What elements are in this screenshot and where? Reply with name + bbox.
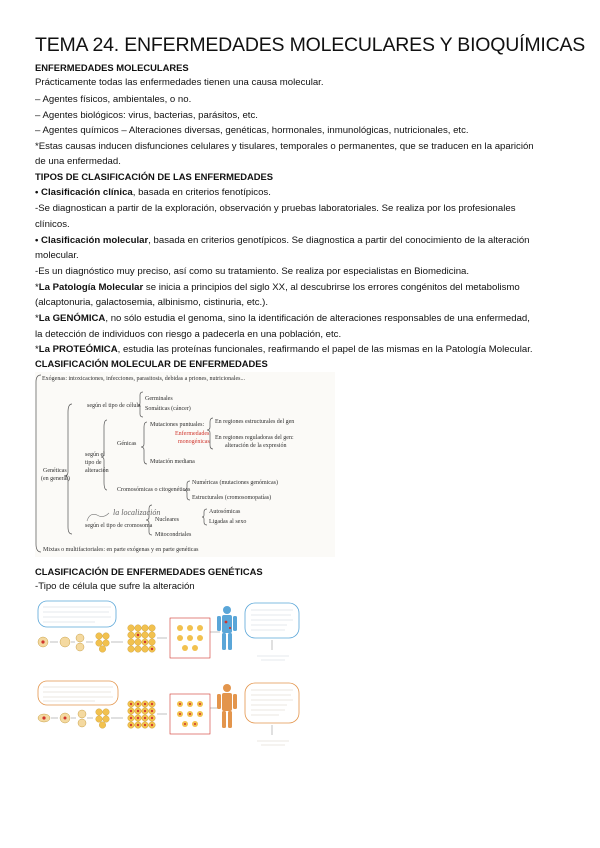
diagram-mixtas: Mixtas o multifactoriales: en parte exógenas y en parte genéticas — [43, 547, 199, 553]
molecular-desc: -Es un diagnóstico muy preciso, así como su tratamiento. Se realiza por especialistas en Biomedicina. — [35, 266, 470, 277]
diagram-germinales: Germinales — [145, 396, 173, 402]
human-figure-icon — [217, 606, 237, 650]
diagram-autosomicas: Autosómicas — [209, 509, 241, 515]
diagram-alteracion-expresion: alteración de la expresión — [225, 443, 287, 449]
agent-item: – Agentes químicos – Alteraciones diversas, genéticas, hormonales, inmunológicas, nutricionales, etc. — [35, 125, 469, 136]
tipo-celula-text: -Tipo de célula que sufre la alteración — [35, 581, 195, 592]
note-text: de una enfermedad. — [35, 156, 121, 167]
diagram-regiones-reguladoras: En regiones reguladoras del gen: — [215, 435, 294, 441]
diagram-tipo-celula: según el tipo de célula — [87, 403, 141, 409]
clinica-line — [35, 186, 271, 200]
patologia-star: * — [35, 282, 39, 293]
diagram-numericas: Numéricas (mutaciones genómicas) — [192, 480, 278, 486]
agent-item: – Agentes biológicos: virus, bacterias, parásitos, etc. — [35, 110, 258, 121]
diagram-tipo-alteracion: según el — [85, 452, 105, 458]
page-title: TEMA 24. ENFERMEDADES MOLECULARES Y BIOQUÍMICAS — [35, 34, 586, 56]
diagram-monogenicas: monogénicas — [178, 439, 210, 445]
patologia-line — [35, 281, 520, 295]
section-heading-enfermedades-geneticas: CLASIFICACIÓN DE ENFERMEDADES GENÉTICAS — [35, 566, 263, 577]
genomica-text: , no sólo estudia el genoma, sino la identificación de alteraciones responsables de una enfermedad, — [105, 313, 530, 324]
intro-text: Prácticamente todas las enfermedades tienen una causa molecular. — [35, 77, 324, 88]
somatic-row — [38, 601, 299, 660]
diagram-geneticas: Genéticas — [43, 468, 67, 474]
molecular-line — [35, 234, 530, 248]
info-bubble — [38, 601, 116, 627]
clinica-text: , basada en criterios fenotípicos. — [132, 187, 271, 198]
diagram-tipo-alteracion: tipo de — [85, 460, 102, 466]
diagram-mutacion-mediana: Mutación mediana — [150, 459, 195, 465]
patologia-text: se inicia a principios del siglo XX, al descubrirse los errores congénitos del metabolismo — [143, 282, 520, 293]
note-text: *Estas causas inducen disfunciones celulares y tisulares, temporales o permanentes, que se traducen en la aparición — [35, 141, 534, 152]
diagram-mitocondriales: Mitocondriales — [155, 532, 192, 538]
diagram-handwritten-note: la localización — [113, 508, 161, 517]
info-bubble — [245, 683, 299, 723]
diagram-enfermedades: Enfermedades — [175, 431, 210, 437]
section-heading-tipos-clasificacion: TIPOS DE CLASIFICACIÓN DE LAS ENFERMEDADES — [35, 171, 274, 182]
info-bubble — [38, 681, 118, 705]
patologia-text-cont: (alcaptonuria, galactosemia, albinismo, cistinuria, etc.). — [35, 297, 269, 308]
agent-item: – Agentes físicos, ambientales, o no. — [35, 94, 192, 105]
molecular-text: , basada en criterios genotípicos. Se diagnostica a partir del conocimiento de la alteración — [148, 235, 530, 246]
diagram-tipo-cromosoma: según el tipo de cromosoma — [85, 523, 153, 529]
proteomica-label: La PROTEÓMICA — [38, 344, 118, 355]
diagram-geneticas-general: (en general) — [41, 476, 70, 482]
proteomica-line — [35, 343, 533, 357]
genomica-line — [35, 312, 530, 326]
proteomica-text: , estudia las proteínas funcionales, reafirmando el papel de las mismas en la Patología Molecular. — [117, 344, 533, 355]
section-heading-clasificacion-molecular: CLASIFICACIÓN MOLECULAR DE ENFERMEDADES — [35, 358, 268, 369]
molecular-text-cont: molecular. — [35, 250, 79, 261]
diagram-nucleares: Nucleares — [155, 517, 179, 523]
info-bubble — [245, 603, 299, 638]
diagram-exogenas: Exógenas: intoxicaciones, infecciones, parasitosis, debidas a priones, nutricionales... — [42, 376, 245, 382]
genomica-label: La GENÓMICA — [38, 313, 106, 324]
clinica-desc: -Se diagnostican a partir de la exploración, observación y pruebas laboratoriales. Se realiza por los profesionales — [35, 203, 516, 214]
genomica-star: * — [35, 313, 39, 324]
diagram-cromosomicas: Cromosómicas o citogenéticas — [117, 487, 191, 493]
cell-alteration-illustration — [35, 598, 310, 758]
diagram-regiones-estructurales: En regiones estructurales del gen — [215, 419, 295, 425]
diagram-estructurales-crom: Estructurales (cromosomopatías) — [192, 495, 272, 501]
diagram-somaticas: Somáticas (cáncer) — [145, 406, 191, 412]
human-figure-icon — [217, 684, 237, 728]
germinal-row — [38, 681, 299, 745]
diagram-ligadas-sexo: Ligadas al sexo — [209, 519, 247, 525]
classification-diagram — [35, 372, 335, 557]
clinica-label: • Clasificación clínica — [35, 187, 133, 198]
proteomica-star: * — [35, 344, 39, 355]
genomica-text-cont: la detección de individuos con riesgo a padecerla en una población, etc. — [35, 329, 342, 340]
diagram-tipo-alteracion: alteración — [85, 468, 109, 474]
diagram-genicas: Génicas — [117, 441, 137, 447]
cell-icon — [60, 637, 70, 647]
cell-cluster — [96, 625, 156, 653]
clinica-desc: clínicos. — [35, 219, 70, 230]
section-heading-enfermedades-moleculares: ENFERMEDADES MOLECULARES — [35, 62, 189, 73]
molecular-label: • Clasificación molecular — [35, 235, 149, 246]
diagram-puntuales: Mutaciones puntuales: — [150, 422, 205, 428]
patologia-label: La Patología Molecular — [38, 282, 144, 293]
